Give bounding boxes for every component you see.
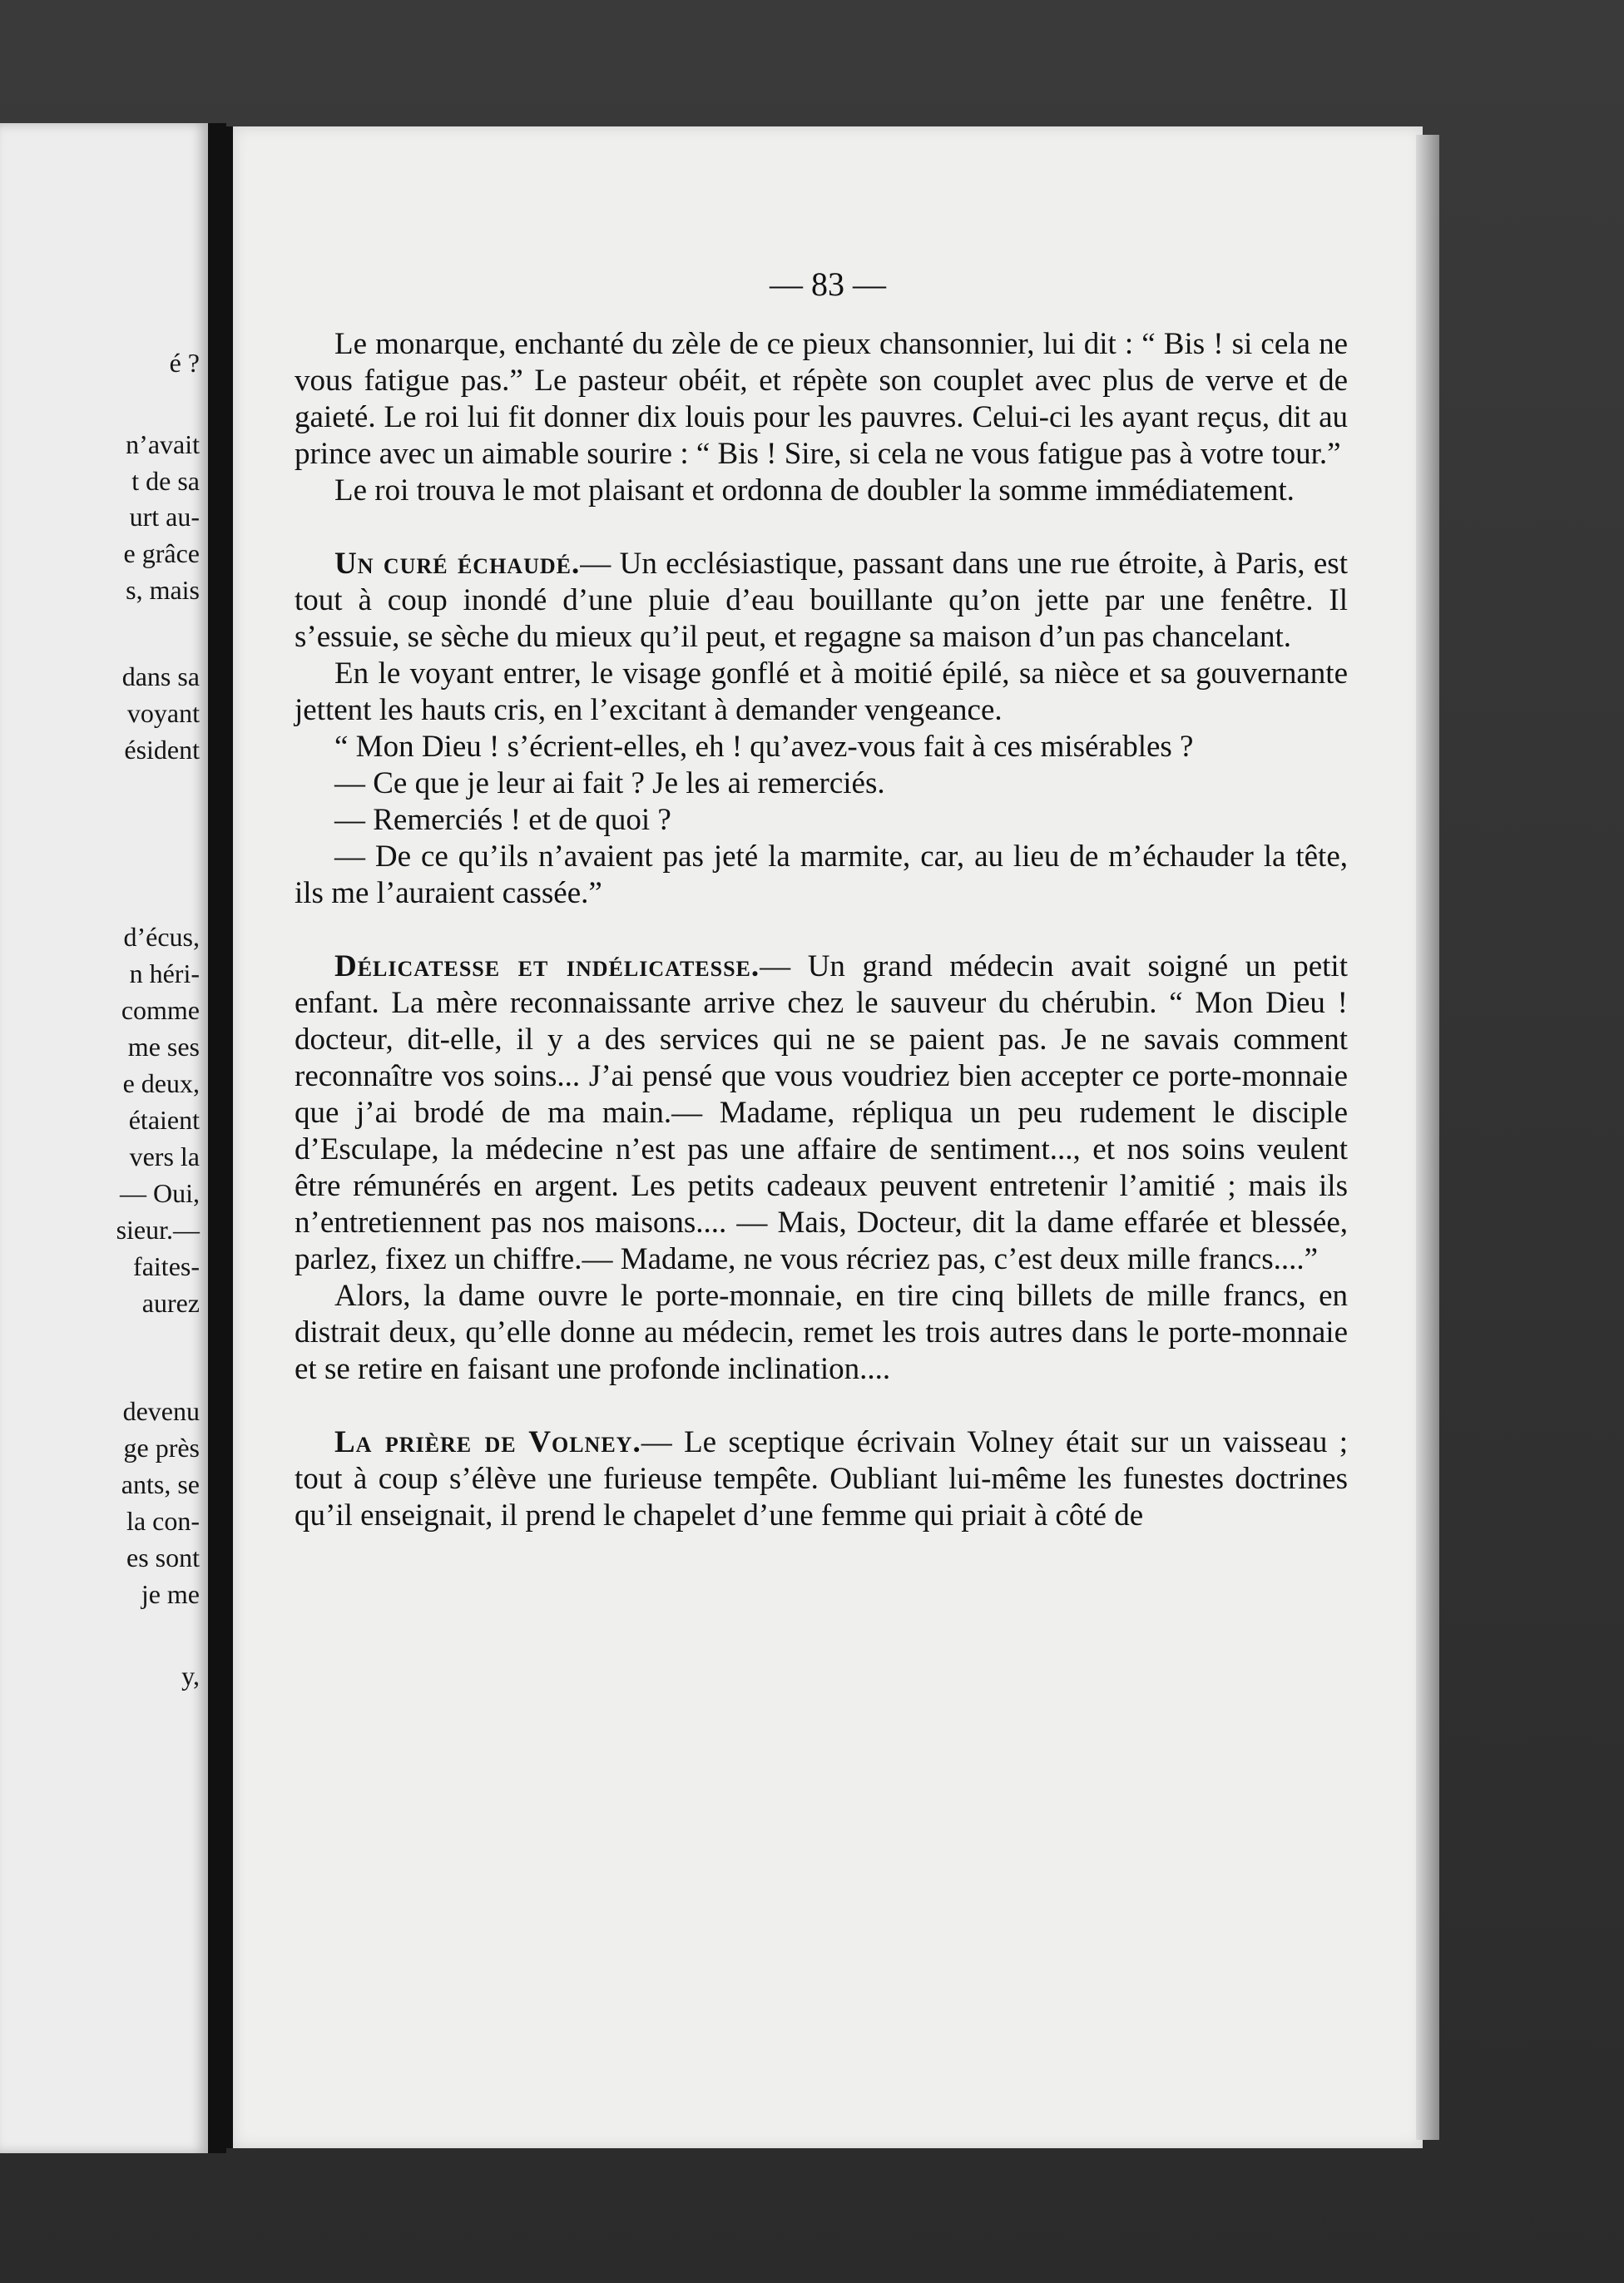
left-fragment-line: y,: [181, 1661, 200, 1691]
right-page: [226, 126, 1423, 2148]
left-fragment-line: je me: [141, 1579, 200, 1609]
left-fragment-line: étaient: [128, 1105, 200, 1135]
left-page-fragment: [0, 123, 208, 2153]
left-fragment-line: dans sa: [121, 661, 200, 691]
left-fragment-line: e deux,: [122, 1068, 200, 1098]
left-fragment-line: n’avait: [126, 429, 200, 459]
left-fragment-line: faites-: [133, 1251, 200, 1281]
left-fragment-line: ge près: [123, 1433, 200, 1463]
left-fragment-line: voyant: [126, 698, 200, 728]
section-heading: La prière de Volney.: [334, 1425, 641, 1459]
left-fragment-line: la con-: [126, 1506, 200, 1536]
paragraph: Le roi trouva le mot plaisant et ordonna de doubler la somme immédiatement.: [334, 473, 1295, 508]
left-fragment-line: aurez: [141, 1288, 200, 1318]
left-fragment-line: urt au-: [129, 502, 200, 532]
section-paragraph: [295, 1424, 1348, 1534]
paragraph: Le monarque, enchanté du zèle de ce pieux chansonnier, lui dit : “ Bis ! si cela ne vous fatigue pas.” Le pasteur obéit, et répète son couplet avec plus de verve et de gaieté. Le roi lui fit donner dix louis pour les pauvres. Celui-ci les ayant reçus, dit au prince avec un aimable sourire : “ Bis ! Sire, si cela ne vous fatigue pas à votre tour.”: [295, 327, 1348, 471]
left-fragment-line: s, mais: [126, 575, 200, 605]
left-fragment-line: me ses: [127, 1032, 200, 1062]
left-fragment-line: é ?: [169, 348, 200, 378]
section-paragraph: [295, 948, 1348, 1278]
left-fragment-line: e grâce: [123, 538, 200, 568]
page-number: — 83 —: [770, 265, 886, 303]
left-fragment-line: n héri-: [129, 958, 200, 988]
dialogue-line: — De ce qu’ils n’avaient pas jeté la marmite, car, au lieu de m’échauder la tête, ils me l’auraient cassée.”: [295, 839, 1348, 910]
section-heading: Délicatesse et indélicatesse.: [334, 949, 760, 983]
section-heading: Un curé échaudé.: [334, 547, 581, 581]
left-fragment-line: comme: [121, 995, 200, 1025]
section-text: — Un ecclésiastique, passant dans une rue étroite, à Paris, est tout à coup inondé d’une pluie d’eau bouillante qu’on jette par une fenêtre. Il s’essuie, se sèche du mieux qu’il peut, et regagne sa maison d’un pas chancelant.: [295, 547, 1348, 654]
section-text: — Le sceptique écrivain Volney était sur un vaisseau ; tout à coup s’élève une furieuse tempête. Oubliant lui-même les funestes doctrines qu’il enseignait, il prend le chapelet d’une femme qui priait à côté de: [295, 1425, 1348, 1533]
left-fragment-line: es sont: [126, 1543, 200, 1572]
section-text: — Un grand médecin avait soigné un petit enfant. La mère reconnaissante arrive chez le sauveur du chérubin. “ Mon Dieu ! docteur, dit-elle, il y a des services qui ne se paient pas. Je ne savais comment reconnaître vos soins... J’ai pensé que vous voudriez bien accepter ce porte-monnaie que j’ai brodé de ma main.— Madame, répliqua un peu rudement le disciple d’Esculape, la médecine n’est pas une affaire de sentiment..., et nos soins veulent être rémunérés en argent. Les petits cadeaux peuvent entretenir l’amitié ; mais ils n’entretiennent pas nos maisons.... — Mais, Docteur, dit la dame effarée et blessée, parlez, fixez un chiffre.— Madame, ne vous récriez pas, c’est deux mille francs....”: [295, 949, 1348, 1276]
left-fragment-line: sieur.—: [116, 1215, 200, 1245]
left-fragment-line: t de sa: [131, 466, 200, 496]
paragraph: Alors, la dame ouvre le porte-monnaie, en tire cinq billets de mille francs, en distrait deux, qu’elle donne au médecin, remet les trois autres dans le porte-monnaie et se retire en faisant une profonde inclination....: [295, 1279, 1348, 1386]
left-fragment-line: — Oui,: [120, 1178, 200, 1208]
left-fragment-line: d’écus,: [123, 922, 200, 952]
page-edge-shadow: [1416, 135, 1439, 2140]
dialogue-line: “ Mon Dieu ! s’écrient-elles, eh ! qu’avez-vous fait à ces misérables ?: [334, 730, 1194, 764]
paragraph: En le voyant entrer, le visage gonflé et à moitié épilé, sa nièce et sa gouvernante jettent les hauts cris, en l’excitant à demander vengeance.: [295, 656, 1348, 727]
left-fragment-line: devenu: [122, 1396, 200, 1426]
section-paragraph: [295, 546, 1348, 656]
book-gutter: [208, 123, 226, 2153]
dialogue-line: — Ce que je leur ai fait ? Je les ai remerciés.: [334, 766, 885, 800]
left-fragment-line: ants, se: [121, 1469, 200, 1499]
left-fragment-line: ésident: [124, 735, 200, 765]
dialogue-line: — Remerciés ! et de quoi ?: [334, 803, 671, 837]
left-fragment-line: vers la: [129, 1142, 200, 1171]
page-text-block: [295, 326, 1348, 1534]
